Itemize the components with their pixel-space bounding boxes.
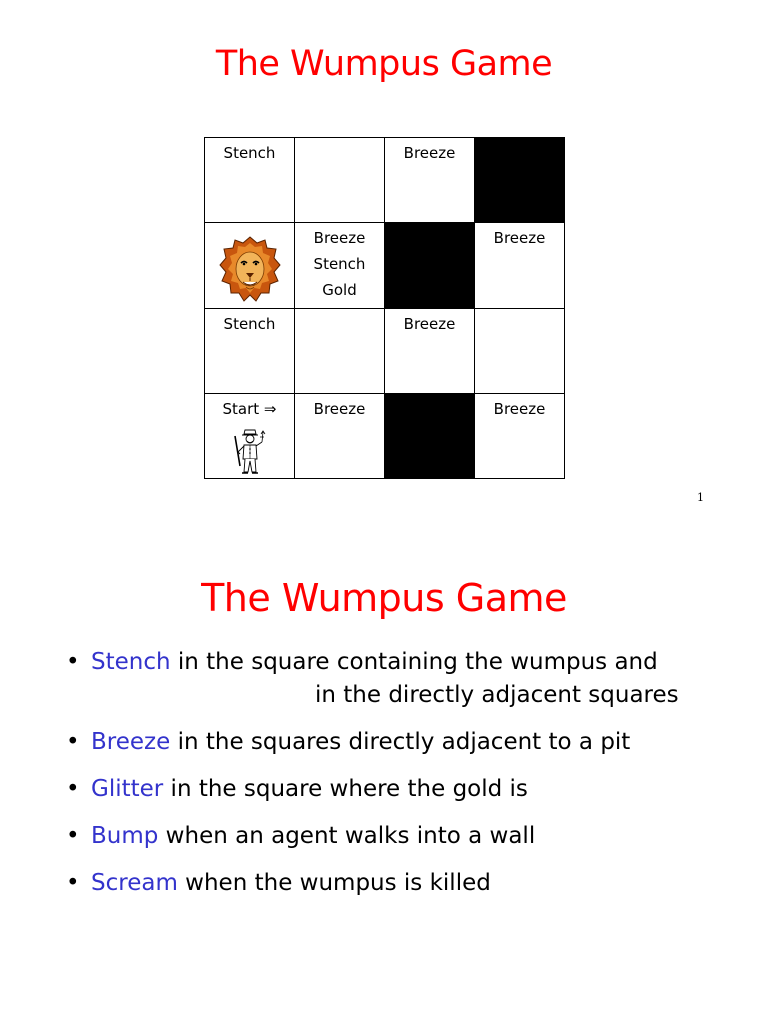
term-breeze: Breeze — [91, 729, 171, 755]
percept-list — [66, 646, 679, 914]
item-text: in the squares directly adjacent to a pit — [170, 729, 631, 755]
cell-3-2 — [385, 308, 475, 393]
cell-1-2 — [205, 308, 295, 393]
cell-4-2 — [475, 308, 565, 393]
bullet-dot: • — [66, 870, 80, 896]
cell-2-1 — [295, 393, 385, 478]
cell-label-stench: Stench — [313, 255, 366, 274]
cell-label: Stench — [223, 144, 276, 162]
list-item-scream — [66, 867, 679, 900]
hunter-agent-icon — [232, 428, 268, 484]
cell-2-4 — [295, 138, 385, 223]
cell-1-4 — [205, 138, 295, 223]
list-item-glitter — [66, 773, 679, 806]
cell-label-breeze: Breeze — [313, 229, 366, 248]
cell-3-3-pit — [385, 223, 475, 308]
term-scream: Scream — [91, 870, 178, 896]
grid-row-2 — [205, 308, 565, 393]
term-bump: Bump — [91, 823, 159, 849]
item-text: when the wumpus is killed — [177, 870, 491, 896]
bullet-dot: • — [66, 649, 80, 675]
list-item-bump — [66, 820, 679, 853]
start-label: Start ⇒ — [222, 399, 277, 418]
term-glitter: Glitter — [91, 776, 164, 802]
cell-3-4 — [385, 138, 475, 223]
slide-1-title: The Wumpus Game — [215, 44, 553, 84]
bullet-dot: • — [66, 729, 80, 755]
cell-2-2 — [295, 308, 385, 393]
cell-label: Breeze — [493, 399, 546, 418]
cell-label: Breeze — [313, 399, 366, 418]
grid-row-1 — [205, 393, 565, 478]
lion-wumpus-icon — [219, 235, 281, 315]
bullet-dot: • — [66, 776, 80, 802]
cell-4-4-pit — [475, 138, 565, 223]
item-text: in the square containing the wumpus and — [170, 649, 658, 675]
page-number: 1 — [697, 491, 704, 504]
wumpus-grid — [204, 137, 565, 479]
term-stench: Stench — [91, 649, 171, 675]
item-continuation: in the directly adjacent squares — [315, 682, 679, 708]
list-item-stench — [66, 646, 679, 712]
grid-row-3 — [205, 223, 565, 308]
bullet-dot: • — [66, 823, 80, 849]
slide-2-title: The Wumpus Game — [201, 576, 567, 620]
grid-row-4 — [205, 138, 565, 223]
cell-4-1 — [475, 393, 565, 478]
cell-2-3 — [295, 223, 385, 308]
cell-1-1-start — [205, 393, 295, 478]
cell-3-1-pit — [385, 393, 475, 478]
cell-label: Breeze — [403, 314, 456, 333]
cell-label-gold: Gold — [322, 281, 357, 300]
cell-label: Stench — [223, 314, 276, 333]
item-text: when an agent walks into a wall — [158, 823, 536, 849]
cell-label: Breeze — [403, 144, 456, 162]
item-text: in the square where the gold is — [163, 776, 528, 802]
list-item-breeze — [66, 726, 679, 759]
cell-1-3 — [205, 223, 295, 308]
cell-4-3 — [475, 223, 565, 308]
cell-label: Breeze — [493, 229, 546, 248]
